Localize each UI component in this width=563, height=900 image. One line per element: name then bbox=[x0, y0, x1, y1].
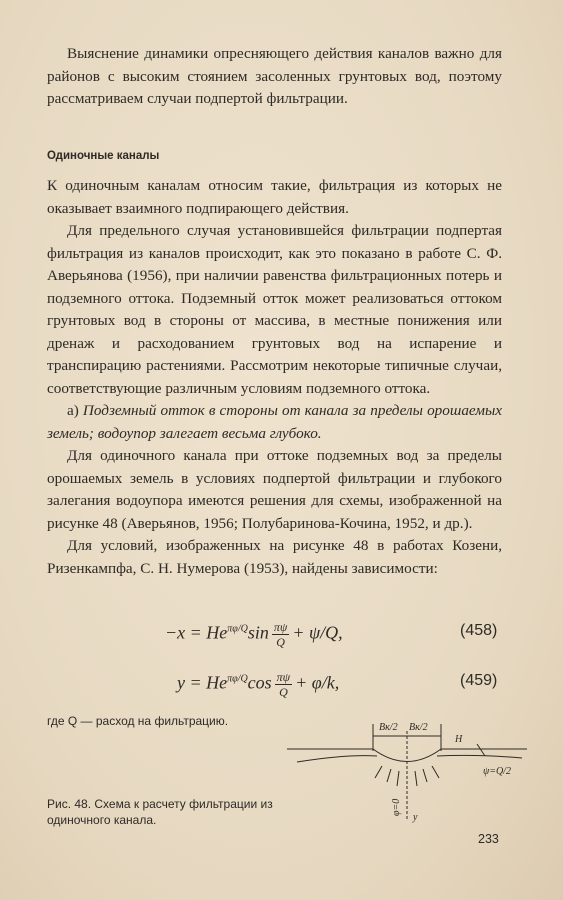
label-y: y bbox=[413, 812, 418, 823]
fraction: $\frac{\pi\psi}{Q}$ bbox=[276, 670, 291, 699]
label-h: H bbox=[455, 734, 463, 745]
formula-458 bbox=[0, 612, 563, 652]
depth-marker bbox=[477, 744, 485, 756]
paragraph-case-a bbox=[47, 400, 502, 445]
where-note: где Q — расход на фильтрацию. bbox=[47, 714, 229, 728]
paragraph-single-channel: Для одиночного канала при оттоке подземных вод за пределы орошаемых земель в условиях подпертой фильтрации и глубокого залегания водоупора имеются решения для схемы, изображенной на рисунке 48 (Аверьянов, 1956; Полубаринова-Кочина, 1952, и др.). bbox=[47, 447, 502, 532]
formula-458-expression: $-x = He^{\pi\varphi/Q}\sin$ $\frac{\pi\psi}{Q}$ + ψ/Q, bbox=[165, 620, 343, 649]
paragraph-limit-case: Для предельного случая установившейся фильтрации подпертая фильтрация из каналов происходит, как это показано в работе С. Ф. Аверьянова (1956), при наличии равенства фильтрационных потерь и подземного оттока. Подземный отток может реализоваться оттоком грунтовых вод в стороны от массива, в местные понижения или дренаж и расходованием грунтовых вод на испарение и транспирацию растениями. Рассмотрим некоторые типичные случаи, соответствующие различным условиям подземного оттока. bbox=[47, 222, 502, 397]
formula-459-expression: $y = He^{\pi\varphi/Q}\cos$ $\frac{\pi\psi}{Q}$ + φ/k, bbox=[177, 670, 340, 699]
intro-paragraph bbox=[47, 43, 502, 111]
case-a-text: Подземный отток в стороны от канала за пределы орошаемых земель; водоупор залегает весьма глубоко. bbox=[47, 402, 502, 442]
section-heading: Одиночные каналы bbox=[47, 150, 160, 162]
formula-459 bbox=[0, 662, 563, 702]
channel-profile bbox=[373, 749, 441, 762]
figure-48-diagram bbox=[287, 716, 527, 826]
page-number: 233 bbox=[478, 832, 499, 846]
fraction: $\frac{\pi\psi}{Q}$ bbox=[273, 620, 288, 649]
label-psi: ψ=Q/2 bbox=[483, 766, 511, 777]
formula-458-number: (458) bbox=[460, 622, 498, 639]
label-bk-right: Bк/2 bbox=[409, 722, 428, 733]
label-phi: φ=0 bbox=[391, 798, 402, 816]
formula-459-number: (459) bbox=[460, 672, 498, 689]
case-a-label: а) bbox=[67, 402, 83, 419]
body-text bbox=[47, 175, 502, 580]
paragraph-intro: Выяснение динамики опресняющего действия каналов важно для районов с высоким стоянием засоленных грунтовых вод, поэтому рассматриваем случаи подпертой фильтрации. bbox=[47, 45, 502, 107]
figure-caption: Рис. 48. Схема к расчету фильтрации из одиночного канала. bbox=[47, 797, 273, 827]
paragraph-definition: К одиночным каналам относим такие, фильтрация из которых не оказывает взаимного подпирающего действия. bbox=[47, 177, 502, 217]
label-bk-left: Bк/2 bbox=[379, 722, 398, 733]
paragraph-conditions: Для условий, изображенных на рисунке 48 в работах Козени, Ризенкампфа, С. Н. Нумерова (1953), найдены зависимости: bbox=[47, 537, 502, 577]
